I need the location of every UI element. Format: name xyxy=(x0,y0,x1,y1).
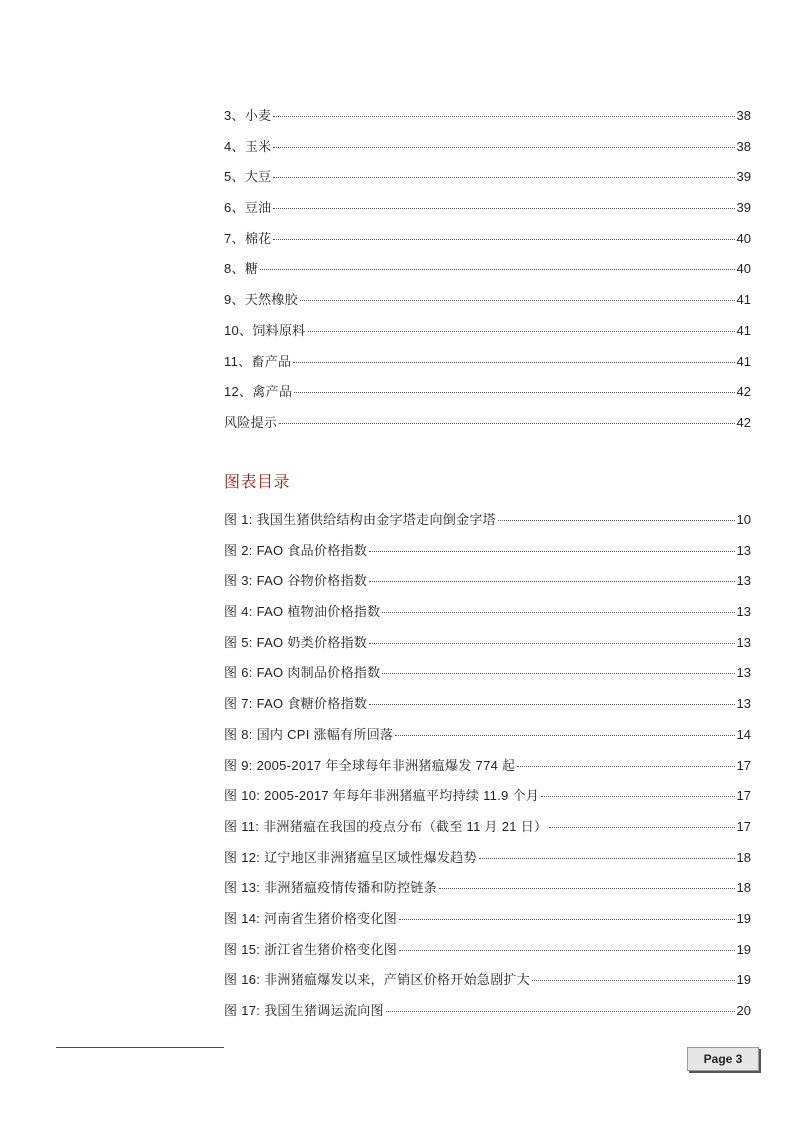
figures-heading: 图表目录 xyxy=(224,474,291,491)
toc-page-number[interactable]: 38 xyxy=(736,108,751,123)
toc-entry-label[interactable]: 图 16: 非洲猪瘟爆发以来，产销区价格开始急剧扩大 xyxy=(224,972,531,988)
toc-entry[interactable] xyxy=(224,321,751,352)
toc-entry-label[interactable]: 图 13: 非洲猪瘟疫情传播和防控链条 xyxy=(224,880,437,896)
figure-entry[interactable] xyxy=(224,510,751,541)
toc-entry[interactable] xyxy=(224,198,751,229)
toc-entry-label[interactable]: 图 14: 河南省生猪价格变化图 xyxy=(224,910,398,926)
toc-entry[interactable] xyxy=(224,352,751,383)
toc-entry-label[interactable]: 图 5: FAO 奶类价格指数 xyxy=(224,634,368,650)
figure-entry[interactable] xyxy=(224,786,751,817)
toc-page-number[interactable]: 41 xyxy=(736,292,751,308)
figure-entry[interactable] xyxy=(224,940,751,971)
toc-page-number[interactable]: 18 xyxy=(736,849,751,865)
toc-page-number[interactable]: 20 xyxy=(736,1003,751,1018)
toc-entry[interactable] xyxy=(224,290,751,321)
toc-page-number[interactable]: 39 xyxy=(736,169,751,185)
figure-entry[interactable] xyxy=(224,663,751,694)
dot-leader xyxy=(273,146,734,148)
figure-entry[interactable] xyxy=(224,848,751,879)
toc-page-number[interactable]: 13 xyxy=(736,604,751,620)
dot-leader xyxy=(308,330,735,332)
toc-entry-label[interactable]: 5、大豆 xyxy=(224,169,272,185)
toc-entry-label[interactable]: 图 4: FAO 植物油价格指数 xyxy=(224,604,381,620)
toc-page-number[interactable]: 18 xyxy=(736,880,751,896)
toc-page-number[interactable]: 17 xyxy=(736,757,751,773)
toc-entry-label[interactable]: 图 2: FAO 食品价格指数 xyxy=(224,542,368,558)
dot-leader xyxy=(479,857,735,859)
toc-page-number[interactable]: 41 xyxy=(736,353,751,369)
toc-page-number[interactable]: 42 xyxy=(736,384,751,400)
dot-leader xyxy=(395,734,734,736)
dot-leader xyxy=(369,580,734,582)
toc-entry-label[interactable]: 8、糖 xyxy=(224,261,259,277)
toc-page-number[interactable]: 19 xyxy=(736,941,751,957)
toc-page-number[interactable]: 42 xyxy=(736,414,751,430)
dot-leader xyxy=(399,949,734,951)
toc-entry-label[interactable]: 10、饲料原料 xyxy=(224,322,306,338)
dot-leader xyxy=(517,765,734,767)
toc-page-number[interactable]: 13 xyxy=(736,665,751,681)
toc-page-number[interactable]: 13 xyxy=(736,634,751,650)
dot-leader xyxy=(369,550,734,552)
dot-leader xyxy=(273,207,734,209)
toc-page-number[interactable]: 13 xyxy=(736,696,751,712)
toc-page-number[interactable]: 13 xyxy=(736,542,751,558)
toc-entry[interactable] xyxy=(224,106,751,137)
figure-entry[interactable] xyxy=(224,541,751,572)
toc-entry-label[interactable]: 3、小麦 xyxy=(224,108,272,123)
dot-leader xyxy=(439,887,735,889)
toc-entry-label[interactable]: 图 15: 浙江省生猪价格变化图 xyxy=(224,941,398,957)
toc-page-number[interactable]: 39 xyxy=(736,200,751,216)
figure-entry[interactable] xyxy=(224,878,751,909)
toc-entry-label[interactable]: 图 8: 国内 CPI 涨幅有所回落 xyxy=(224,726,394,742)
toc-page-number[interactable]: 19 xyxy=(736,910,751,926)
toc-entry-label[interactable]: 图 11: 非洲猪瘟在我国的疫点分布（截至 11 月 21 日） xyxy=(224,818,548,834)
toc-entry-label[interactable]: 图 6: FAO 肉制品价格指数 xyxy=(224,665,381,681)
figure-entry[interactable] xyxy=(224,633,751,664)
dot-leader xyxy=(386,1010,735,1012)
dot-leader xyxy=(369,642,734,644)
toc-entry-label[interactable]: 4、玉米 xyxy=(224,138,272,154)
dot-leader xyxy=(382,672,734,674)
toc-entry[interactable] xyxy=(224,137,751,168)
toc-entry-label[interactable]: 7、棉花 xyxy=(224,230,272,246)
dot-leader xyxy=(369,703,734,705)
toc-entry-label[interactable]: 图 17: 我国生猪调运流向图 xyxy=(224,1003,384,1018)
toc-page-number[interactable]: 41 xyxy=(736,322,751,338)
toc-page-number[interactable]: 10 xyxy=(736,512,751,527)
toc-entry-label[interactable]: 图 10: 2005-2017 年每年非洲猪瘟平均持续 11.9 个月 xyxy=(224,788,540,804)
toc-entry-label[interactable]: 图 9: 2005-2017 年全球每年非洲猪瘟爆发 774 起 xyxy=(224,757,516,773)
toc-entry-label[interactable]: 图 1: 我国生猪供给结构由金字塔走向倒金字塔 xyxy=(224,512,496,527)
dot-leader xyxy=(498,519,735,521)
toc-entry-label[interactable]: 图 7: FAO 食糖价格指数 xyxy=(224,696,368,712)
contents-list xyxy=(224,106,751,444)
figure-entry[interactable] xyxy=(224,571,751,602)
toc-entry[interactable] xyxy=(224,259,751,290)
toc-page-number[interactable]: 40 xyxy=(736,261,751,277)
figures-list xyxy=(224,510,751,1032)
toc-page-number[interactable]: 19 xyxy=(736,972,751,988)
figure-entry[interactable] xyxy=(224,694,751,725)
figure-entry[interactable] xyxy=(224,970,751,1001)
toc-page-number[interactable]: 17 xyxy=(736,788,751,804)
figure-entry[interactable] xyxy=(224,756,751,787)
dot-leader xyxy=(541,795,734,797)
dot-leader xyxy=(273,115,734,117)
dot-leader xyxy=(273,238,734,240)
toc-page-number[interactable]: 17 xyxy=(736,818,751,834)
page-number-badge: Page 3 xyxy=(687,1047,759,1071)
figure-entry[interactable] xyxy=(224,909,751,940)
figure-entry[interactable] xyxy=(224,1001,751,1032)
dot-leader xyxy=(273,176,734,178)
figure-entry[interactable] xyxy=(224,602,751,633)
dot-leader xyxy=(300,299,735,301)
toc-entry-label[interactable]: 风险提示 xyxy=(224,414,278,430)
dot-leader xyxy=(382,611,734,613)
toc-page-number[interactable]: 14 xyxy=(736,726,751,742)
toc-entry[interactable] xyxy=(224,229,751,260)
toc-entry-label[interactable]: 图 3: FAO 谷物价格指数 xyxy=(224,573,368,589)
figure-entry[interactable] xyxy=(224,725,751,756)
dot-leader xyxy=(549,826,734,828)
figure-entry[interactable] xyxy=(224,817,751,848)
toc-page-number[interactable]: 13 xyxy=(736,573,751,589)
dot-leader xyxy=(293,361,734,363)
dot-leader xyxy=(294,391,734,393)
toc-entry-label[interactable]: 图 12: 辽宁地区非洲猪瘟呈区域性爆发趋势 xyxy=(224,849,477,865)
toc-entry[interactable] xyxy=(224,167,751,198)
toc-page-number[interactable]: 40 xyxy=(736,230,751,246)
toc-entry[interactable] xyxy=(224,413,751,444)
dot-leader xyxy=(399,918,734,920)
toc-entry-label[interactable]: 12、禽产品 xyxy=(224,384,293,400)
dot-leader xyxy=(260,268,734,270)
toc-entry-label[interactable]: 9、天然橡胶 xyxy=(224,292,299,308)
dot-leader xyxy=(279,422,734,424)
toc-entry-label[interactable]: 6、豆油 xyxy=(224,200,272,216)
toc-page-number[interactable]: 38 xyxy=(736,138,751,154)
footer-rule xyxy=(56,1047,224,1048)
dot-leader xyxy=(532,979,734,981)
toc-entry-label[interactable]: 11、畜产品 xyxy=(224,353,292,369)
toc-entry[interactable] xyxy=(224,382,751,413)
